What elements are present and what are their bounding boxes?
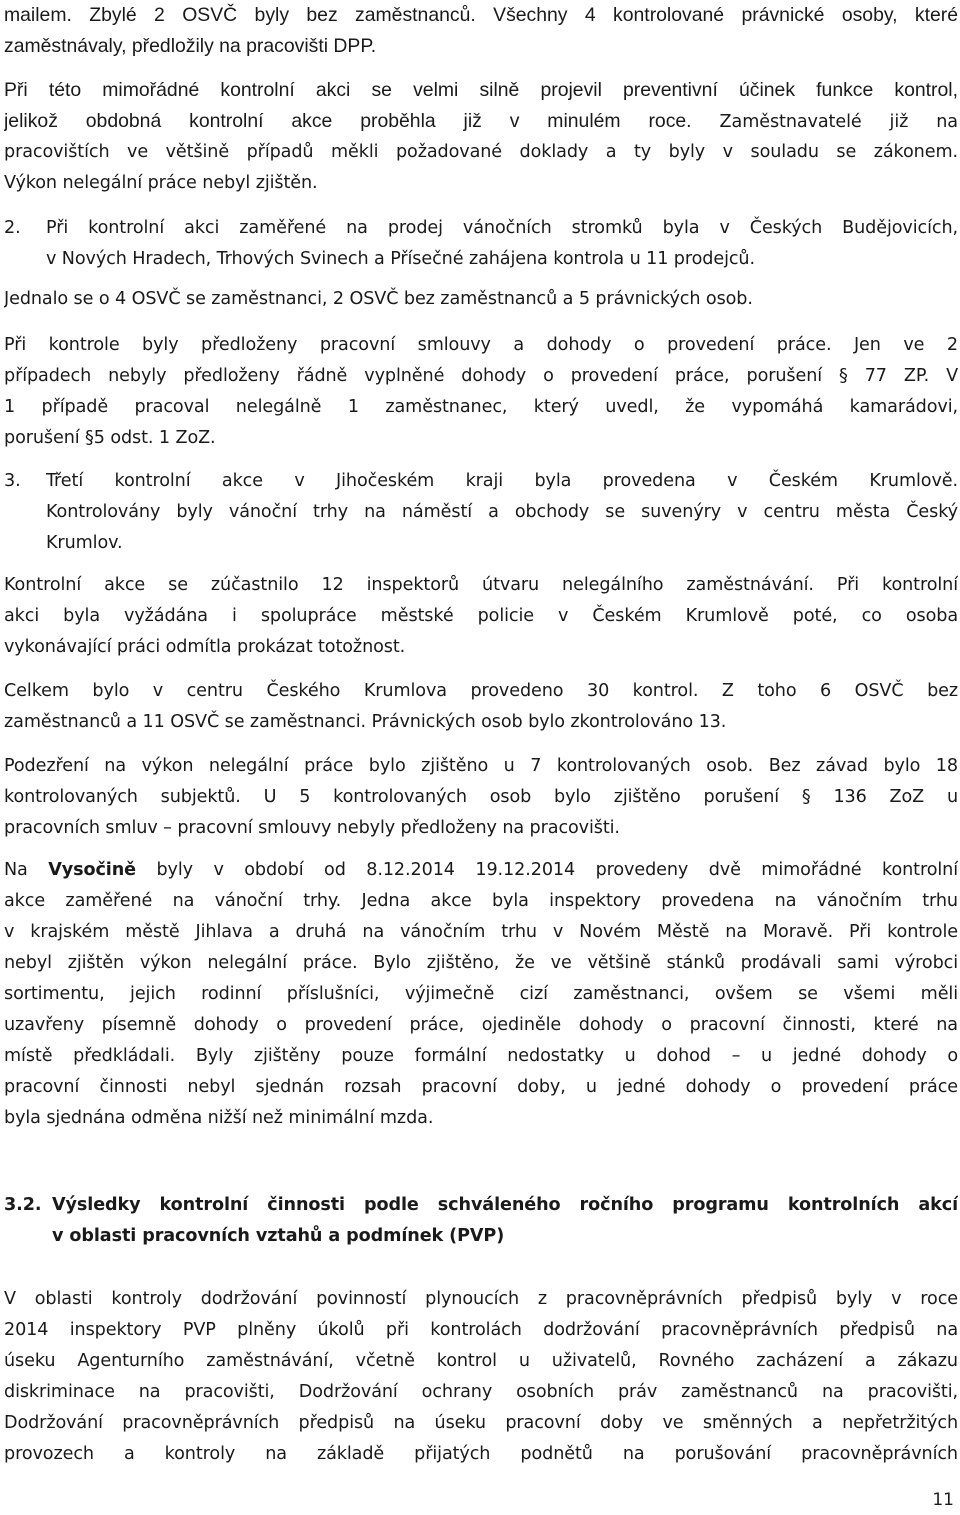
text-line: akci byla vyžádána i spolupráce městské policie v Českém Krumlově poté, co osoba — [4, 606, 958, 626]
text-line: v Nových Hradech, Trhových Svinech a Přísečné zahájena kontrola u 11 prodejců. — [46, 249, 755, 269]
text-line: místě předkládali. Byly zjištěny pouze formální nedostatky u dohod – u jedné dohody o — [4, 1046, 958, 1066]
text-line: 1 případě pracoval nelegálně 1 zaměstnanec, který uvedl, že vypomáhá kamarádovi, — [4, 397, 958, 417]
text-line: porušení §5 odst. 1 ZoZ. — [4, 428, 216, 448]
paragraph-ucast — [4, 570, 958, 663]
text-line: akce zaměřené na vánoční trhy. Jedna akce byla inspektory provedena na vánočním trhu — [4, 891, 958, 911]
region-name: Vysočině — [48, 860, 136, 880]
text-line: Při kontrolní akci zaměřené na prodej vánočních stromků byla v Českých Budějovicích, — [46, 218, 958, 238]
text-segment: byly v období od 8.12.2014 19.12.2014 provedeny dvě mimořádné kontrolní — [136, 860, 958, 880]
text-line: Při kontrole byly předloženy pracovní smlouvy a dohody o provedení práce. Jen ve 2 — [4, 335, 958, 355]
text-segment: Zaměstnavatelé již na — [691, 112, 958, 132]
text-line: Jednalo se o 4 OSVČ se zaměstnanci, 2 OSVČ bez zaměstnanců a 5 právnických osob. — [4, 289, 753, 309]
text-line: byla sjednána odměna nižší než minimální mzda. — [4, 1108, 434, 1128]
text-line: v krajském městě Jihlava a druhá na vánočním trhu v Novém Městě na Moravě. Při kontrole — [4, 922, 958, 942]
paragraph-intro — [4, 0, 958, 62]
heading-line: v oblasti pracovních vztahů a podmínek (PVP) — [52, 1226, 505, 1246]
text-line: mailem. Zbylé 2 OSVČ byly bez zaměstnanců. Všechny 4 kontrolované právnické osoby, které — [4, 4, 958, 26]
text-line: Celkem bylo v centru Českého Krumlova provedeno 30 kontrol. Z toho 6 OSVČ bez — [4, 681, 958, 701]
text-segment: jelikož obdobná kontrolní akce proběhla již v minulém roce. — [4, 110, 692, 132]
text-line: Kontrolní akce se zúčastnilo 12 inspektorů útvaru nelegálního zaměstnávání. Při kontrolní — [4, 575, 958, 595]
text-line: vykonávající práci odmítla prokázat totožnost. — [4, 637, 406, 657]
paragraph-jednalo — [4, 284, 958, 315]
text-segment: Na — [4, 860, 49, 880]
paragraph-pri-kontrole — [4, 330, 958, 454]
paragraph-vysocina — [4, 855, 958, 1134]
text-line: Při této mimořádné kontrolní akci se velmi silně projevil preventivní účinek funkce kontrol, — [4, 79, 958, 101]
text-line: pracovištích ve většině případů měkli požadované doklady a ty byly v souladu se zákonem. — [4, 142, 958, 162]
text-line: diskriminace na pracovišti, Dodržování ochrany osobních práv zaměstnanců na pracovišti, — [4, 1382, 958, 1402]
text-line: Výkon nelegální práce nebyl zjištěn. — [4, 173, 318, 193]
text-line: 2014 inspektory PVP plněny úkolů při kontrolách dodržování pracovněprávních předpisů na — [4, 1320, 958, 1340]
text-line: pracovních smluv – pracovní smlouvy nebyly předloženy na pracovišti. — [4, 818, 620, 838]
list-number: 3. — [4, 471, 21, 491]
text-line: sortimentu, jejich rodinní příslušníci, výjimečně cizí zaměstnanci, ovšem se všemi měli — [4, 984, 958, 1004]
text-line: Krumlov. — [46, 533, 123, 553]
text-line: případech nebyly předloženy řádně vyplněné dohody o provedení práce, porušení § 77 ZP. V — [4, 366, 958, 386]
list-number: 2. — [4, 218, 21, 238]
text-line: kontrolovaných subjektů. U 5 kontrolovaných osob bylo zjištěno porušení § 136 ZoZ u — [4, 787, 958, 807]
paragraph-podezreni — [4, 751, 958, 844]
text-line: pracovní činnosti nebyl sjednán rozsah pracovní doby, u jedné dohody o provedení práce — [4, 1077, 958, 1097]
text-line: Dodržování pracovněprávních předpisů na úseku pracovní doby ve směnných a nepřetržitých — [4, 1413, 958, 1433]
text-line: Třetí kontrolní akce v Jihočeském kraji byla provedena v Českém Krumlově. — [46, 471, 958, 491]
text-line: V oblasti kontroly dodržování povinností plynoucích z pracovněprávních předpisů byly v roce — [4, 1289, 958, 1309]
paragraph-pvp — [4, 1284, 958, 1470]
text-line: nebyl zjištěn výkon nelegální práce. Bylo zjištěno, že ve většině stánků prodávali sami výrobci — [4, 953, 958, 973]
text-line: provozech a kontroly na základě přijatých podnětů na porušování pracovněprávních — [4, 1444, 958, 1464]
paragraph-preventive-effect — [4, 75, 958, 199]
text-line: zaměstnanců a 11 OSVČ se zaměstnanci. Právnických osob bylo zkontrolováno 13. — [4, 712, 727, 732]
page-number: 11 — [932, 1490, 954, 1510]
section-number: 3.2. — [4, 1195, 42, 1215]
text-line: Podezření na výkon nelegální práce bylo zjištěno u 7 kontrolovaných osob. Bez závad bylo 18 — [4, 756, 958, 776]
text-line: uzavřeny písemně dohody o provedení práce, ojediněle dohody o pracovní činnosti, které na — [4, 1015, 958, 1035]
text-line: úseku Agenturního zaměstnávání, včetně kontrol u uživatelů, Rovného zacházení a zákazu — [4, 1351, 958, 1371]
text-line: Kontrolovány byly vánoční trhy na náměstí a obchody se suvenýry v centru města Český — [46, 502, 958, 522]
text-line: zaměstnávaly, předložily na pracovišti DPP. — [4, 35, 377, 57]
heading-line: Výsledky kontrolní činnosti podle schváleného ročního programu kontrolních akcí — [52, 1195, 958, 1215]
paragraph-celkem — [4, 676, 958, 738]
